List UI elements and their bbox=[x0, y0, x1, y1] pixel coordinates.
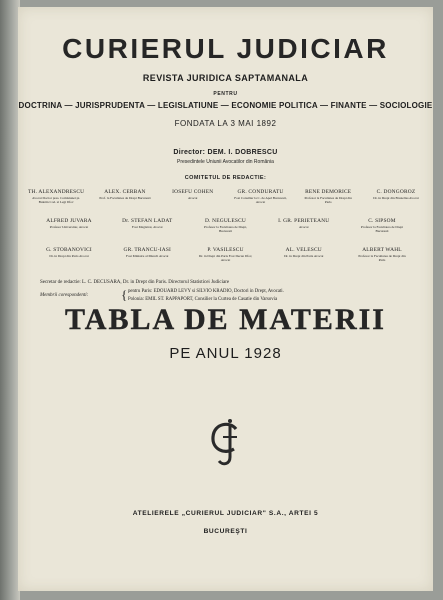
member-name: ALEX. CERBAN bbox=[104, 189, 146, 195]
founded-date: FONDATA LA 3 MAI 1892 bbox=[174, 119, 277, 128]
committee-row-2 bbox=[42, 218, 409, 233]
member-name: RENE DEMORICE bbox=[305, 189, 352, 195]
member-name: I. GR. PERIETEANU bbox=[278, 218, 330, 224]
committee-member bbox=[277, 247, 331, 262]
member-role: Dr. in Drept din Paris Avocat bbox=[284, 254, 324, 258]
committee-member bbox=[301, 189, 355, 204]
journal-subtitle: REVISTA JURIDICA SAPTAMANALA bbox=[142, 73, 309, 83]
member-name: ALFRED JUVARA bbox=[46, 218, 92, 224]
member-role: Avocat bbox=[298, 225, 309, 229]
title-page bbox=[18, 7, 433, 591]
correspondent-line: Polonia: EMIL ST. RAPPAPORT, Consilier la Curtea de Casatie din Varsovia bbox=[128, 297, 278, 302]
member-role: Profesor la Facultatea de Drept, Bucuresti bbox=[203, 225, 248, 233]
committee-member bbox=[28, 189, 84, 204]
printer-line: ATELIERELE „CURIERUL JUDICIAR" S.A., ARTEI 5 bbox=[132, 510, 319, 517]
member-role: Prof. la Facultatea de Drept Bucuresti bbox=[99, 196, 151, 200]
member-role: Profesor la Facultatea de Drept din Paris bbox=[358, 254, 406, 262]
correspondents-label: Membrii corespondenti: bbox=[40, 293, 89, 298]
year-label: PE ANUL 1928 bbox=[169, 345, 282, 362]
member-role: Fost Consilier la C. de Apel Bucuresti, Avocat bbox=[234, 196, 287, 204]
member-role: Profesor la Facultatea de Drept Bucuresti bbox=[360, 225, 404, 233]
committee-row-3 bbox=[42, 247, 409, 262]
committee-member bbox=[166, 189, 220, 204]
pentru-label: PENTRU bbox=[213, 91, 238, 97]
member-role: Fost Ministru al Muncii Avocat bbox=[125, 254, 169, 258]
printer-city: BUCUREŞTI bbox=[203, 528, 248, 535]
brace-glyph: { bbox=[121, 287, 128, 302]
member-role: Fost Magistrat, Avocat bbox=[131, 225, 163, 229]
committee-member bbox=[120, 247, 174, 262]
member-role: Avocat bbox=[187, 196, 198, 200]
book-spine bbox=[0, 0, 20, 600]
director-role: Presedintele Uniunii Avocatilor din România bbox=[177, 159, 274, 165]
committee-member bbox=[199, 218, 253, 233]
member-name: ALBERT WAHL bbox=[362, 247, 402, 253]
committee-member bbox=[355, 218, 409, 233]
member-role: Dr. in Drept din Paris Fost Decan Ilfov, Avocat bbox=[198, 254, 253, 262]
member-role: Profesor Universitar, Avocat bbox=[49, 225, 89, 229]
committee-member bbox=[98, 189, 152, 204]
member-name: IOSEFU COHEN bbox=[172, 189, 214, 195]
committee-member bbox=[42, 247, 96, 262]
contents-title: TABLA DE MATERII bbox=[65, 303, 386, 336]
committee-member bbox=[42, 218, 96, 233]
member-name: GR. TRANCU-IASI bbox=[123, 247, 172, 253]
member-name: C. SIPSOM bbox=[368, 218, 396, 224]
editorial-secretary: Secretar de redactie: L. C. DECUSARA, Dr. in Drept din Paris. Directorul Statisticei Judiciare bbox=[40, 280, 230, 285]
member-name: P. VASILESCU bbox=[207, 247, 244, 253]
domains-line: DOCTRINA — JURISPRUDENTA — LEGISLATIUNE — ECONOMIE POLITICA — FINANTE — SOCIOLOGIE bbox=[18, 101, 433, 110]
correspondent-line: pentru Paris: EDOUARD LEVY si SILVIO KRADIO, Doctori in Drept, Avocati. bbox=[128, 289, 284, 294]
member-name: C. DONGOROZ bbox=[376, 189, 416, 195]
member-name: D. NEGULESCU bbox=[204, 218, 247, 224]
member-role: Dr. in Drept din Paris Avocat bbox=[49, 254, 89, 258]
committee-member bbox=[233, 189, 287, 204]
member-role: Avocat Doctor pres. Comisiunei pt. Buletin Cod. si Legi Ilfov bbox=[32, 196, 81, 204]
member-name: Dr. STEFAN LADAT bbox=[122, 218, 173, 224]
member-name: GR. CONDURATU bbox=[237, 189, 284, 195]
committee-member bbox=[120, 218, 174, 233]
committee-member bbox=[277, 218, 331, 233]
committee-member bbox=[199, 247, 253, 262]
member-name: AL. VELESCU bbox=[285, 247, 322, 253]
member-role: Dr. in Drept din Bruxelles Avocat bbox=[373, 196, 419, 200]
member-name: TH. ALEXANDRESCU bbox=[28, 189, 85, 195]
committee-row-1 bbox=[28, 189, 423, 204]
member-name: G. STOBANOVICI bbox=[46, 247, 92, 253]
committee-member bbox=[355, 247, 409, 262]
committee-heading: COMITETUL DE REDACTIE: bbox=[184, 175, 267, 181]
director-line: Director: DEM. I. DOBRESCU bbox=[173, 149, 278, 156]
committee-member bbox=[369, 189, 423, 204]
member-role: Profesor la Facultatea de Drept din Paris bbox=[304, 196, 352, 204]
cj-monogram-icon bbox=[206, 417, 246, 469]
journal-title: CURIERUL JUDICIAR bbox=[62, 33, 389, 64]
